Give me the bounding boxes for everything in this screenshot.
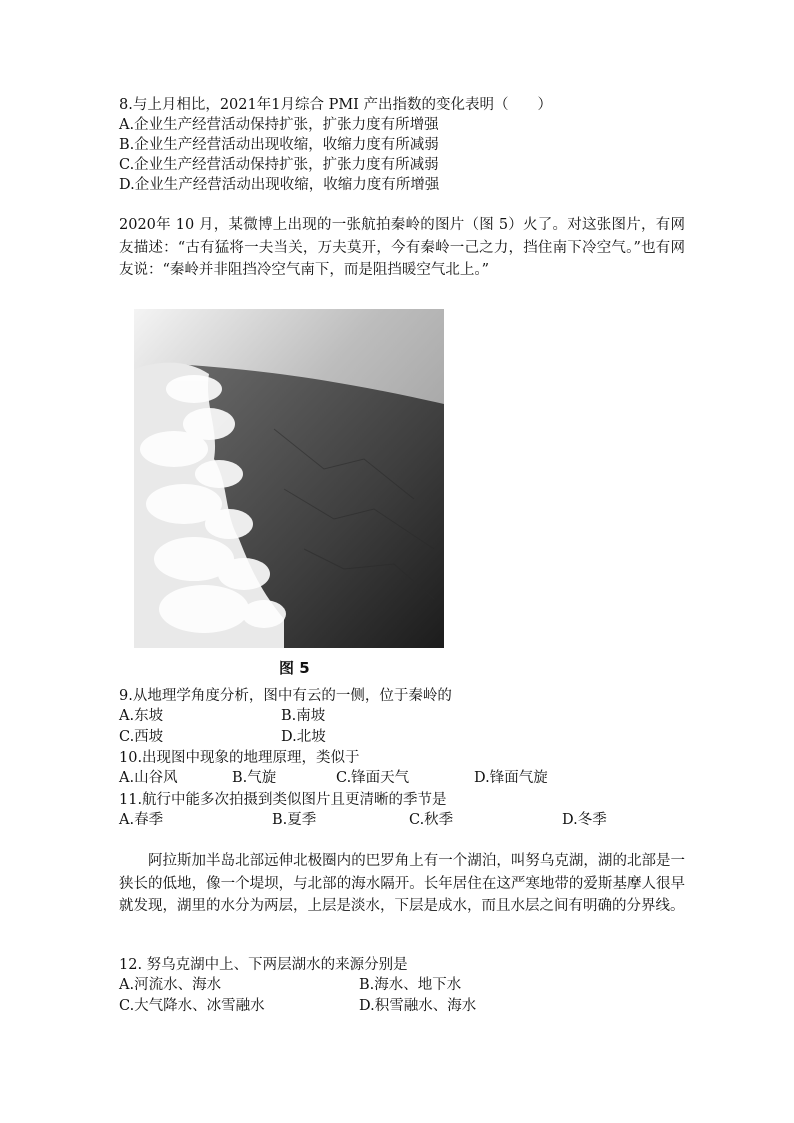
question-11-option-d: D.冬季 bbox=[562, 812, 607, 828]
cloud-mountain-illustration bbox=[134, 309, 444, 648]
question-12-option-c: C.大气降水、冰雪融水 bbox=[119, 997, 265, 1014]
question-12-option-a: A.河流水、海水 bbox=[119, 977, 222, 993]
question-8-option-a: A.企业生产经营活动保持扩张，扩张力度有所增强 bbox=[119, 117, 439, 133]
question-12-option-b: B.海水、地下水 bbox=[359, 977, 462, 993]
question-9-stem: 9.从地理学角度分析，图中有云的一侧，位于秦岭的 bbox=[119, 688, 452, 704]
question-11-option-a: A.春季 bbox=[119, 812, 164, 828]
passage-qinling: 2020年 10 月，某微博上出现的一张航拍秦岭的图片（图 5）火了。对这张图片，有网友描述：“古有猛将一夫当关，万夫莫开，今有秦岭一己之力，挡住南下冷空气。”也有网友说：“秦岭并非阻挡冷空气南下，而是阻挡暖空气北上。” bbox=[119, 217, 685, 278]
question-12-option-d: D.积雪融水、海水 bbox=[359, 997, 477, 1014]
question-9-option-b: B.南坡 bbox=[281, 708, 326, 724]
question-9-option-d: D.北坡 bbox=[281, 728, 326, 745]
question-11 bbox=[119, 790, 689, 831]
question-10-option-b: B.气旋 bbox=[232, 770, 277, 786]
question-10-option-d: D.锋面气旋 bbox=[474, 770, 548, 786]
aerial-photo-qinling bbox=[134, 309, 444, 648]
question-8-option-c: C.企业生产经营活动保持扩张，扩张力度有所减弱 bbox=[119, 157, 439, 173]
question-11-option-c: C.秋季 bbox=[409, 812, 454, 828]
passage-nuwuke-lake: 阿拉斯加半岛北部远伸北极圈内的巴罗角上有一个湖泊，叫努乌克湖，湖的北部是一狭长的低地，像一个堤坝，与北部的海水隔开。长年居住在这严寒地带的爱斯基摩人很早就发现，湖里的水分为两层，上层是淡水，下层是成水，而且水层之间有明确的分界线。 bbox=[119, 853, 685, 914]
question-10-option-a: A.山谷风 bbox=[119, 770, 178, 786]
question-12 bbox=[119, 955, 689, 1016]
question-10-option-c: C.锋面天气 bbox=[336, 770, 410, 786]
question-8-option-d: D.企业生产经营活动出现收缩，收缩力度有所增强 bbox=[119, 177, 440, 193]
question-12-stem: 12. 努乌克湖中上、下两层湖水的来源分别是 bbox=[119, 957, 408, 973]
question-8-stem: 8.与上月相比，2021年1月综合 PMI 产出指数的变化表明（ ） bbox=[119, 97, 553, 113]
question-9 bbox=[119, 686, 689, 747]
figure-caption: 图 5 bbox=[279, 659, 310, 677]
question-8 bbox=[119, 95, 689, 195]
question-11-option-b: B.夏季 bbox=[272, 812, 317, 828]
question-10-stem: 10.出现图中现象的地理原理，类似于 bbox=[119, 750, 360, 766]
question-10 bbox=[119, 748, 689, 789]
question-8-option-b: B.企业生产经营活动出现收缩，收缩力度有所减弱 bbox=[119, 137, 439, 153]
question-9-option-a: A.东坡 bbox=[119, 708, 164, 724]
question-9-option-c: C.西坡 bbox=[119, 728, 164, 745]
question-11-stem: 11.航行中能多次拍摄到类似图片且更清晰的季节是 bbox=[119, 792, 447, 808]
